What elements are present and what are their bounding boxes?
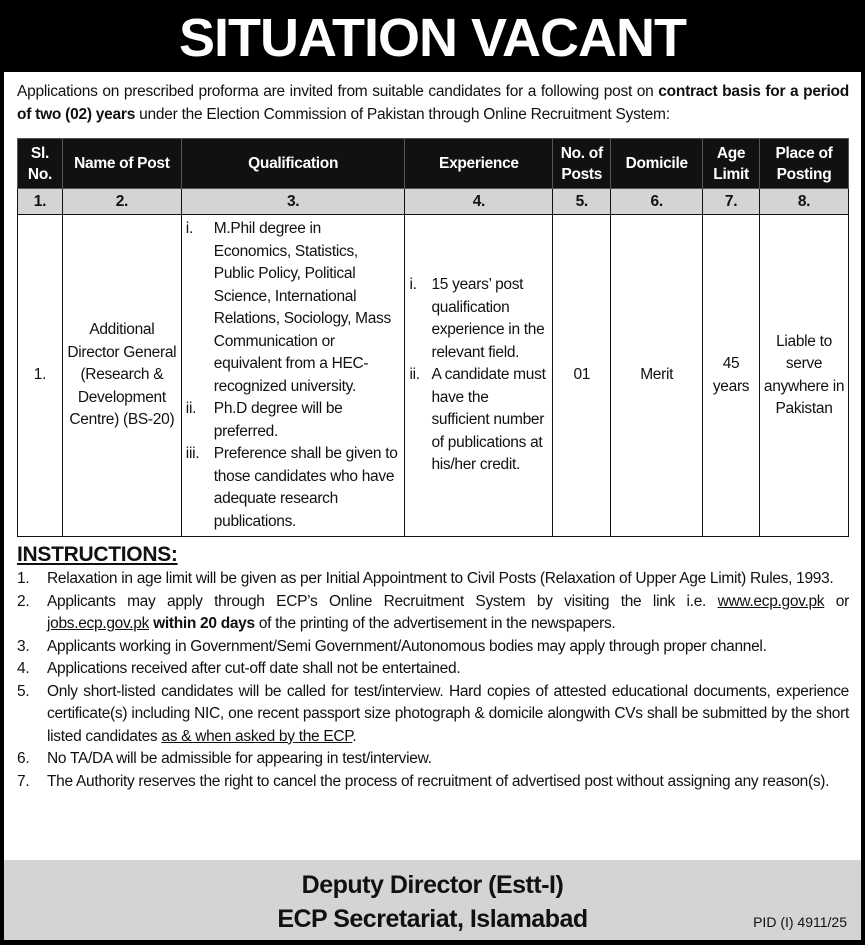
- column-number: 1.: [18, 189, 63, 215]
- instruction-item: [17, 568, 849, 591]
- instruction-text: [47, 591, 849, 636]
- text: .: [352, 727, 357, 745]
- table-row: [18, 215, 849, 537]
- header-cell: Sl. No.: [18, 139, 63, 189]
- column-number: 7.: [703, 189, 760, 215]
- ad-body: [4, 72, 861, 940]
- column-number: 3.: [181, 189, 405, 215]
- instruction-text: Applications received after cut-off date shall not be entertained.: [47, 660, 461, 677]
- column-number: 8.: [760, 189, 849, 215]
- list-item: [186, 218, 401, 398]
- instruction-item: [17, 748, 849, 771]
- list-marker: 3.: [17, 637, 30, 655]
- instruction-item: [17, 771, 849, 794]
- list-text: 15 years’ post qualification experience in the relevant field.: [431, 276, 545, 361]
- list-item: [186, 398, 401, 443]
- header-cell: Domicile: [611, 139, 703, 189]
- pid-number: PID (I) 4911/25: [753, 914, 847, 930]
- list-marker: 2.: [17, 592, 30, 610]
- column-number: 2.: [62, 189, 181, 215]
- list-text: M.Phil degree in Economics, Statistics, Public Policy, Political Science, International Relations, Sociology, Mass Communication or equivalent from a HEC-recognized university.: [213, 220, 391, 395]
- list-marker: i.: [185, 220, 193, 237]
- instruction-item: [17, 636, 849, 659]
- domicile-cell: Merit: [611, 215, 703, 537]
- list-marker: 4.: [17, 660, 30, 677]
- text: or: [824, 592, 849, 610]
- intro-text: under the Election Commission of Pakistan through Online Recruitment System:: [135, 106, 670, 123]
- signatory-office: ECP Secretariat, Islamabad: [277, 905, 588, 933]
- footer: [4, 860, 861, 940]
- ecp-website-link[interactable]: www.ecp.gov.pk: [717, 592, 825, 610]
- deadline-text: within 20 days: [149, 615, 255, 632]
- instruction-text: Relaxation in age limit will be given as per Initial Appointment to Civil Posts (Relaxation of Upper Age Limit) Rules, 1993.: [47, 570, 834, 587]
- list-marker: ii.: [185, 400, 197, 417]
- header-cell: Qualification: [181, 139, 405, 189]
- column-number: 4.: [405, 189, 553, 215]
- list-text: A candidate must have the sufficient number of publications at his/her credit.: [431, 366, 546, 474]
- list-text: Ph.D degree will be preferred.: [213, 400, 343, 440]
- underlined-text: as & when asked by the ECP: [161, 727, 353, 745]
- column-number: 5.: [553, 189, 611, 215]
- header-cell: No. of Posts: [553, 139, 611, 189]
- column-number-row: [18, 189, 849, 215]
- vacancy-table: [17, 138, 849, 537]
- column-number: 6.: [611, 189, 703, 215]
- posts-cell: 01: [553, 215, 611, 537]
- intro-paragraph: [17, 80, 849, 126]
- signatory-title: Deputy Director (Estt-I): [301, 871, 564, 899]
- list-item: [409, 274, 548, 364]
- list-marker: i.: [409, 276, 417, 294]
- posting-cell: Liable to serve anywhere in Pakistan: [760, 215, 849, 537]
- list-marker: 1.: [17, 570, 30, 587]
- list-item: [186, 443, 401, 533]
- instruction-text: The Authority reserves the right to cancel the process of recruitment of advertised post without assigning any reason(s).: [47, 772, 830, 790]
- table-header: [18, 139, 849, 189]
- age-limit-cell: 45 years: [703, 215, 760, 537]
- instruction-item: [17, 591, 849, 636]
- serial-cell: 1.: [18, 215, 63, 537]
- intro-bold: contract basis for a period of two (02) years: [17, 83, 849, 123]
- header-cell: Place of Posting: [760, 139, 849, 189]
- instruction-text: [47, 681, 849, 749]
- text: Applicants may apply through ECP’s Online Recruitment System by visiting the link i.e.: [47, 592, 718, 610]
- instruction-text: Applicants working in Government/Semi Government/Autonomous bodies may apply through proper channel.: [47, 637, 767, 655]
- list-marker: iii.: [185, 445, 200, 462]
- list-marker: ii.: [409, 366, 420, 384]
- text: of the printing of the advertisement in the newspapers.: [254, 615, 616, 632]
- list-text: Preference shall be given to those candidates who have adequate research publications.: [213, 445, 398, 530]
- instructions: [17, 542, 849, 793]
- instruction-item: [17, 681, 849, 749]
- list-marker: 6.: [17, 750, 30, 767]
- list-marker: 7.: [17, 772, 30, 790]
- header-cell: Name of Post: [62, 139, 181, 189]
- text: Only short-listed candidates will be called for test/interview. Hard copies of attested educational documents, experience certificate(s) including NIC, one recent passport size photograph & domicile alongwith CVs shall be submitted by the short listed candidates: [47, 682, 849, 745]
- post-name-cell: Additional Director General (Research & Development Centre) (BS-20): [62, 215, 181, 537]
- list-item: [409, 364, 548, 477]
- instruction-text: No TA/DA will be admissible for appearing in test/interview.: [47, 750, 432, 767]
- jobs-portal-link[interactable]: jobs.ecp.gov.pk: [47, 615, 150, 632]
- instructions-heading: INSTRUCTIONS:: [17, 543, 178, 566]
- header-cell: Age Limit: [703, 139, 760, 189]
- instruction-item: [17, 658, 849, 681]
- intro-text: Applications on prescribed proforma are invited from suitable candidates for a following post on: [17, 83, 659, 100]
- list-marker: 5.: [17, 682, 30, 700]
- page-title: SITUATION VACANT: [179, 8, 686, 68]
- qualification-cell: [181, 215, 405, 537]
- header-cell: Experience: [405, 139, 553, 189]
- experience-cell: [405, 215, 553, 537]
